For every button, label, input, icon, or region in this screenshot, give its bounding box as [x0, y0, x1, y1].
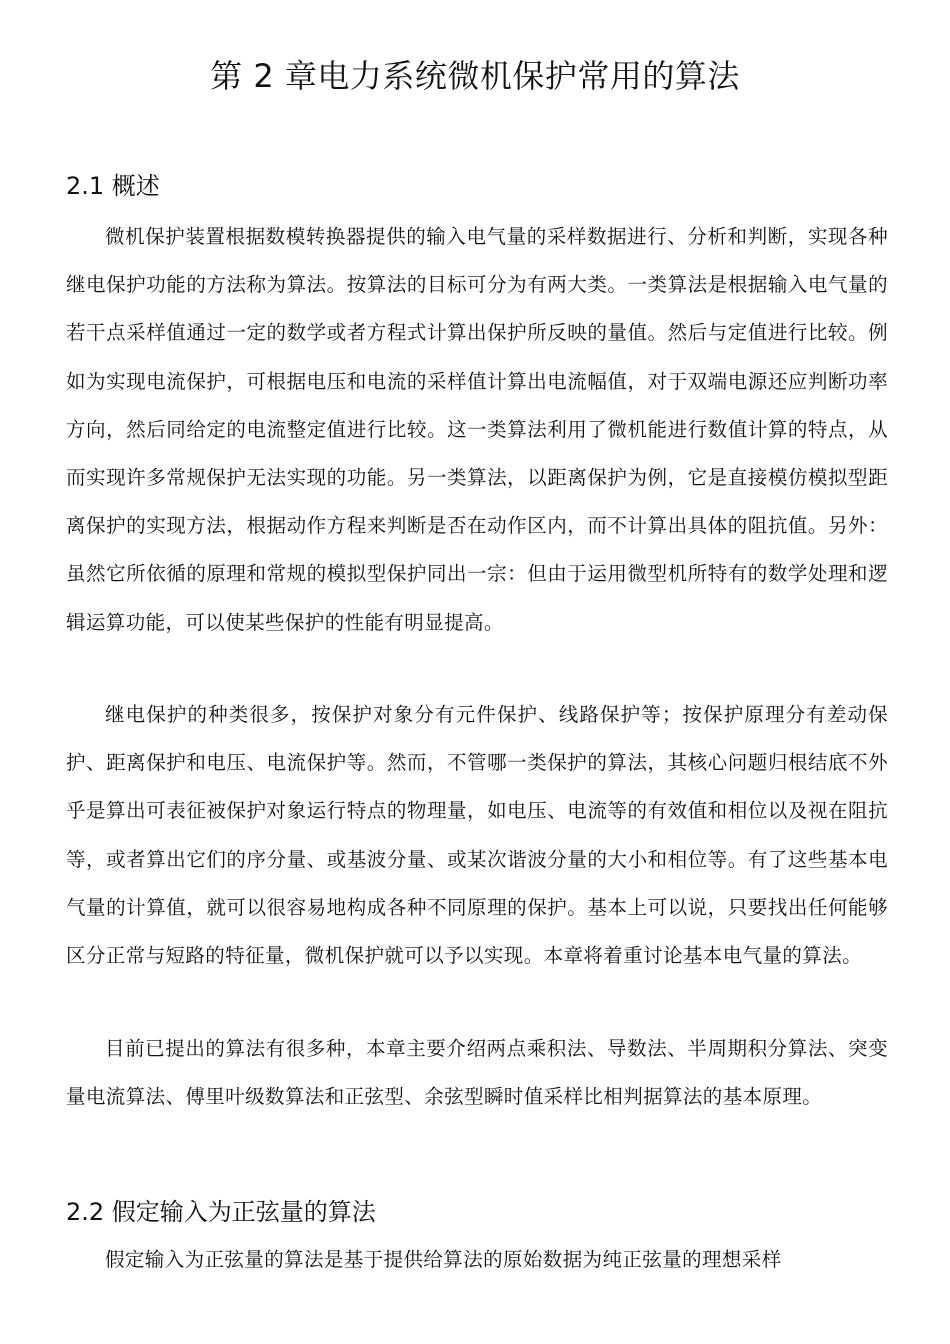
paragraph-chapter-scope: 目前已提出的算法有很多种，本章主要介绍两点乘积法、导数法、半周期积分算法、突变量电流算法、傅里叶级数算法和正弦型、余弦型瞬时值采样比相判据算法的基本原理。: [66, 1037, 888, 1109]
paragraph-algorithm-definition: 微机保护装置根据数模转换器提供的输入电气量的采样数据进行、分析和判断，实现各种继电保护功能的方法称为算法。按算法的目标可分为有两大类。一类算法是根据输入电气量的若干点采样值通过一定的数学或者方程式计算出保护所反映的量值。然后与定值进行比较。例如为实现电流保护，可根据电压和电流的采样值计算出电流幅值，对于双端电源还应判断功率方向，然后同给定的电流整定值进行比较。这一类算法利用了微机能进行数值计算的特点，从而实现许多常规保护无法实现的功能。另一类算法，以距离保护为例，它是直接模仿模拟型距离保护的实现方法，根据动作方程来判断是否在动作区内，而不计算出具体的阻抗值。另外：虽然它所依循的原理和常规的模拟型保护同出一宗：但由于运用微型机所特有的数学处理和逻辑运算功能，可以使某些保护的性能有明显提高。: [66, 225, 888, 634]
section-heading-overview: 2.1 概述: [66, 172, 160, 200]
section-heading-sinusoidal-algorithms: 2.2 假定输入为正弦量的算法: [66, 1198, 376, 1226]
paragraph-sinusoidal-intro: 假定输入为正弦量的算法是基于提供给算法的原始数据为纯正弦量的理想采样: [105, 1248, 782, 1271]
chapter-title: 第 2 章电力系统微机保护常用的算法: [210, 57, 740, 95]
paragraph-protection-types: 继电保护的种类很多，按保护对象分有元件保护、线路保护等；按保护原理分有差动保护、距离保护和电压、电流保护等。然而，不管哪一类保护的算法，其核心问题归根结底不外乎是算出可表征被保护对象运行特点的物理量，如电压、电流等的有效值和相位以及视在阻抗等，或者算出它们的序分量、或基波分量、或某次谐波分量的大小和相位等。有了这些基本电气量的计算值，就可以很容易地构成各种不同原理的保护。基本上可以说，只要找出任何能够区分正常与短路的特征量，微机保护就可以予以实现。本章将着重讨论基本电气量的算法。: [66, 703, 888, 968]
